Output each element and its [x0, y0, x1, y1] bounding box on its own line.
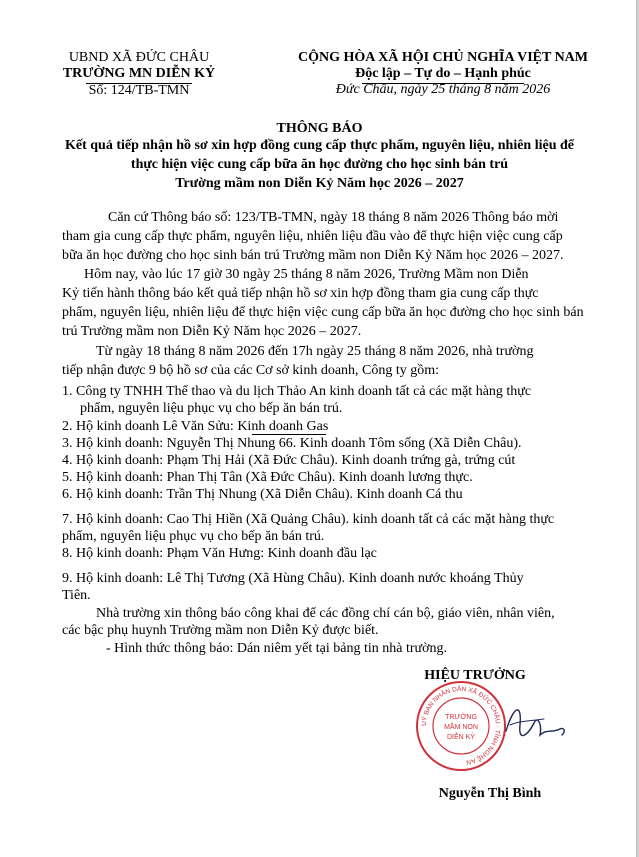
- item-2-underline: [252, 434, 326, 435]
- nation-title: CỘNG HÒA XÃ HỘI CHỦ NGHĨA VIỆT NAM: [297, 50, 588, 65]
- subject-line-2: thực hiện việc cung cấp bữa ăn học đường cho học sinh bán trú: [130, 157, 509, 172]
- paragraph-2-line-2: Kỷ tiến hành thông báo kết quả tiếp nhận hồ sơ xin hợp đồng tham gia cung cấp thực: [62, 286, 539, 301]
- school-name: TRƯỜNG MN DIỄN KỶ: [62, 66, 216, 81]
- paragraph-2-line-1: Hôm nay, vào lúc 17 giờ 30 ngày 25 tháng 8 năm 2026, Trường Mầm non Diễn: [84, 267, 529, 282]
- signer-role: HIỆU TRƯỞNG: [424, 668, 526, 683]
- paragraph-3-line-2: tiếp nhận được 9 bộ hồ sơ của các Cơ sở kinh doanh, Công ty gồm:: [62, 363, 440, 378]
- document-number: Số: 124/TB-TMN: [88, 83, 190, 98]
- list-item-continuation: phẩm, nguyên liệu phục vụ cho bếp ăn bán trú.: [62, 529, 325, 544]
- subject-line-3: Trường mầm non Diễn Kỷ Năm học 2026 – 2027: [175, 176, 464, 191]
- paragraph-2-line-4: trú Trường mầm non Diễn Kỷ Năm học 2026 – 2027.: [62, 324, 362, 339]
- nation-motto: Độc lập – Tự do – Hạnh phúc: [355, 66, 531, 81]
- list-item: 9. Hộ kinh doanh: Lê Thị Tương (Xã Hùng Châu). Kinh doanh nước khoáng Thủy: [62, 571, 524, 586]
- paragraph-3-line-1: Từ ngày 18 tháng 8 năm 2026 đến 17h ngày 25 tháng 8 năm 2026, nhà trường: [96, 344, 534, 359]
- notice-method: - Hình thức thông báo: Dán niêm yết tại bảng tin nhà trường.: [106, 641, 448, 656]
- paragraph-2-line-3: phẩm, nguyên liệu, nhiên liệu để thực hiện việc cung cấp bữa ăn học đường cho học sinh bán: [62, 305, 584, 320]
- list-item: 1. Công ty TNHH Thể thao và du lịch Thảo An kinh doanh tất cả các mặt hàng thực: [62, 384, 532, 399]
- handwritten-signature: [500, 695, 570, 755]
- list-item: 6. Hộ kinh doanh: Trần Thị Nhung (Xã Diễn Châu). Kinh doanh Cá thu: [62, 487, 463, 502]
- subject-line-1: Kết quả tiếp nhận hồ sơ xin hợp đồng cung cấp thực phẩm, nguyên liệu, nhiên liệu để: [65, 138, 574, 153]
- svg-text:MẦM NON: MẦM NON: [444, 724, 478, 731]
- list-item-continuation: phẩm, nguyên liệu phục vụ cho bếp ăn bán trú.: [80, 401, 343, 416]
- signer-name: Nguyễn Thị Bình: [438, 786, 542, 801]
- list-item: 5. Hộ kinh doanh: Phan Thị Tân (Xã Đức Châu). Kinh doanh lương thực.: [62, 470, 473, 485]
- document-date: Đức Châu, ngày 25 tháng 8 năm 2026: [335, 82, 551, 97]
- list-item: 4. Hộ kinh doanh: Phạm Thị Hải (Xã Đức Châu). Kinh doanh trứng gà, trứng cút: [62, 453, 516, 468]
- list-item-continuation: Tiên.: [62, 588, 91, 603]
- paragraph-1-line-2: tham gia cung cấp thực phẩm, nguyên liệu, nhiên liệu đầu vào để thực hiện việc cung cấp: [62, 229, 563, 244]
- paragraph-1-line-1: Căn cứ Thông báo số: 123/TB-TMN, ngày 18 tháng 8 năm 2026 Thông báo mời: [108, 210, 559, 225]
- list-item: 8. Hộ kinh doanh: Phạm Văn Hưng: Kinh doanh đầu lạc: [62, 546, 377, 561]
- list-item: 3. Hộ kinh doanh: Nguyễn Thị Nhung 66. Kinh doanh Tôm sống (Xã Diễn Châu).: [62, 436, 522, 451]
- official-stamp: [415, 680, 507, 772]
- closing-line-2: các bậc phụ huynh Trường mầm non Diễn Kỷ được biết.: [62, 623, 379, 638]
- svg-text:DIỄN KỶ: DIỄN KỶ: [446, 734, 476, 741]
- list-item: 7. Hộ kinh doanh: Cao Thị Hiền (Xã Quảng Châu). kinh doanh tất cả các mặt hàng thực: [62, 512, 555, 527]
- svg-text:TRƯỜNG: TRƯỜNG: [445, 714, 477, 721]
- document-title: THÔNG BÁO: [276, 121, 363, 136]
- org-name: UBND XÃ ĐỨC CHÂU: [68, 50, 210, 65]
- stamp-ring-text: UỶ BAN NHÂN DÂN XÃ ĐỨC CHÂU · TỈNH NGHỆ AN: [420, 685, 502, 766]
- paragraph-1-line-3: bữa ăn học đường cho học sinh bán trú Trường mầm non Diễn Kỷ Năm học 2026 – 2027.: [62, 248, 564, 263]
- list-item: 2. Hộ kinh doanh Lê Văn Sửu: Kinh doanh Gas: [62, 419, 329, 434]
- closing-line-1: Nhà trường xin thông báo công khai để các đồng chí cán bộ, giáo viên, nhân viên,: [96, 606, 555, 621]
